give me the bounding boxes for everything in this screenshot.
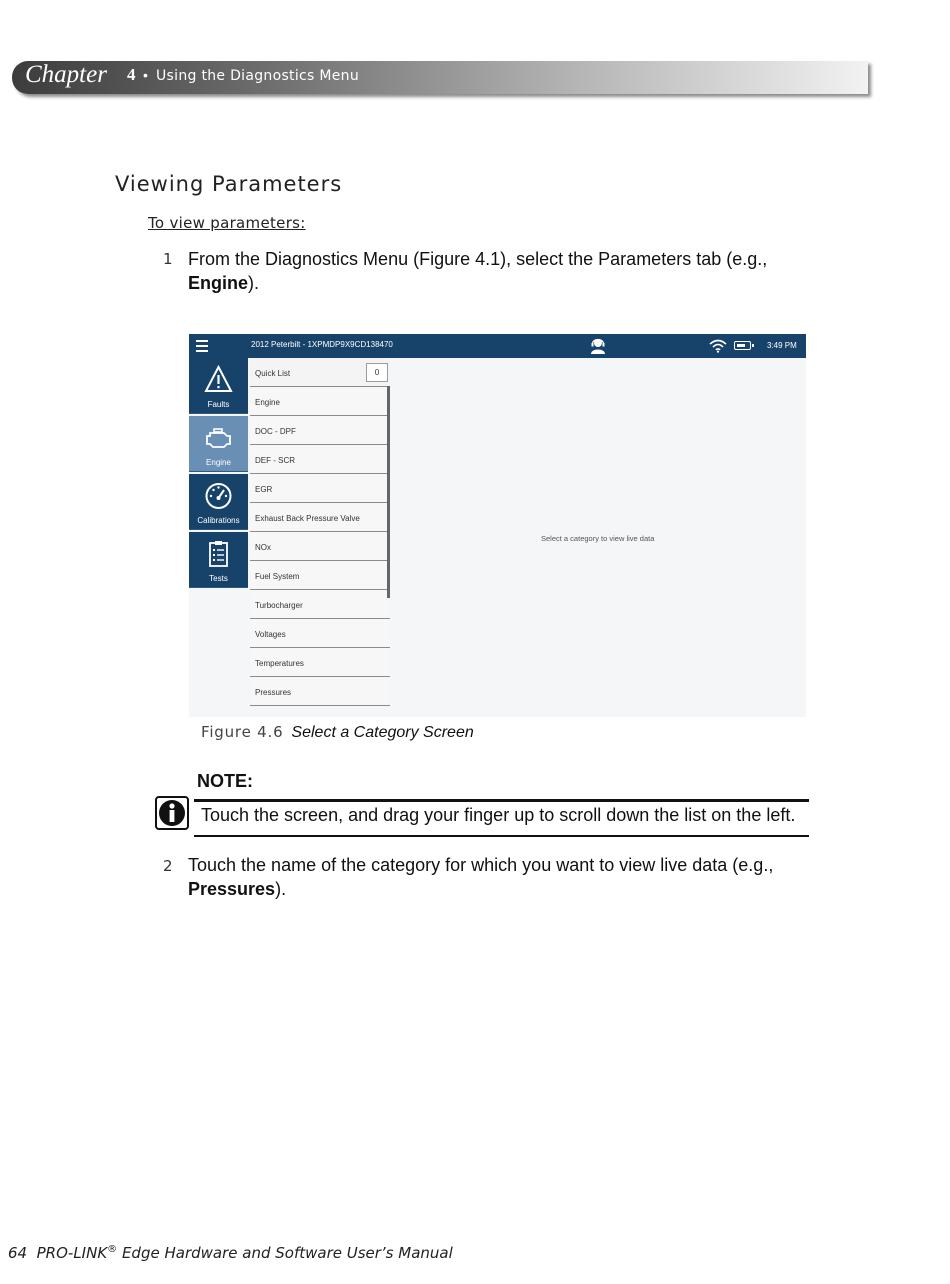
empty-state-message: Select a category to view live data	[541, 534, 655, 543]
clock: 3:49 PM	[767, 341, 797, 350]
tab-engine[interactable]	[189, 416, 248, 472]
warning-triangle-icon	[204, 365, 233, 394]
step-1-text-before: From the Diagnostics Menu (Figure 4.1), select the Parameters tab (e.g.,	[188, 249, 768, 269]
category-label: DEF - SCR	[255, 456, 295, 465]
support-agent-icon[interactable]	[590, 337, 606, 355]
category-quick-list[interactable]	[250, 358, 390, 387]
category-temperatures[interactable]	[250, 648, 390, 677]
figure-label: Figure 4.6	[201, 723, 284, 741]
category-fuel-system[interactable]	[250, 561, 390, 590]
info-icon	[155, 796, 189, 830]
category-label: Pressures	[255, 688, 292, 697]
app-topbar	[189, 334, 806, 358]
tab-tests[interactable]	[189, 532, 248, 588]
wifi-icon	[709, 339, 727, 353]
step-1-text-after: ).	[248, 273, 260, 293]
category-label: EGR	[255, 485, 273, 494]
chapter-number: 4	[127, 65, 136, 84]
product-name: PRO-LINK	[36, 1244, 108, 1262]
step-2-text	[188, 853, 818, 901]
category-doc-dpf[interactable]	[250, 416, 390, 445]
engine-icon	[204, 423, 233, 452]
vehicle-title: 2012 Peterbilt - 1XPMDP9X9CD138470	[251, 340, 393, 349]
tab-faults[interactable]	[189, 358, 248, 414]
clipboard-checklist-icon	[204, 539, 233, 568]
category-engine[interactable]	[250, 387, 390, 416]
menu-icon[interactable]	[196, 340, 208, 352]
category-label: Temperatures	[255, 659, 304, 668]
chapter-separator: •	[143, 67, 148, 83]
note-top-rule	[194, 799, 809, 802]
category-label: Exhaust Back Pressure Valve	[255, 514, 360, 523]
chapter-title: Using the Diagnostics Menu	[156, 68, 359, 84]
gauge-icon	[204, 481, 233, 510]
step-2-text-before: Touch the name of the category for which you want to view live data (e.g.,	[188, 855, 774, 875]
category-label: Quick List	[255, 369, 291, 378]
step-1-text	[188, 247, 818, 295]
figure-caption	[201, 723, 474, 742]
category-voltages[interactable]	[250, 619, 390, 648]
category-label: DOC - DPF	[255, 427, 296, 436]
note-text: Touch the screen, and drag your finger up to scroll down the list on the left.	[201, 805, 796, 825]
category-exhaust-back-pressure-valve[interactable]	[250, 503, 390, 532]
battery-icon	[734, 341, 751, 350]
category-pressures[interactable]	[250, 677, 390, 706]
section-heading: Viewing Parameters	[115, 172, 343, 196]
category-label: Voltages	[255, 630, 286, 639]
category-label: NOx	[255, 543, 271, 552]
step-2-bold: Pressures	[188, 879, 276, 899]
chapter-word: Chapter	[25, 61, 107, 88]
step-2-text-after: ).	[275, 879, 287, 899]
category-egr[interactable]	[250, 474, 390, 503]
tab-calibrations-label: Calibrations	[197, 516, 240, 525]
tab-tests-label: Tests	[209, 574, 228, 583]
procedure-title: To view parameters:	[148, 214, 306, 232]
category-nox[interactable]	[250, 532, 390, 561]
figure-title: Select a Category Screen	[291, 724, 474, 741]
category-def-scr[interactable]	[250, 445, 390, 474]
list-scrollbar[interactable]	[387, 386, 390, 598]
tab-calibrations[interactable]	[189, 474, 248, 530]
category-list	[250, 358, 390, 706]
manual-title: Edge Hardware and Software User’s Manual	[121, 1244, 453, 1262]
step-1-number: 1	[163, 250, 173, 268]
note-bottom-rule	[194, 835, 809, 837]
page-footer	[8, 1244, 453, 1262]
chapter-banner	[12, 61, 868, 94]
step-2-number: 2	[163, 857, 173, 875]
quick-list-count: 0	[366, 363, 388, 382]
step-1-bold: Engine	[188, 273, 249, 293]
category-turbocharger[interactable]	[250, 590, 390, 619]
screenshot-figure	[189, 334, 806, 717]
tab-engine-label: Engine	[206, 458, 231, 467]
tab-faults-label: Faults	[207, 400, 230, 409]
page-number: 64	[8, 1244, 28, 1262]
note-label: NOTE:	[197, 771, 253, 791]
category-label: Fuel System	[255, 572, 300, 581]
category-label: Turbocharger	[255, 601, 303, 610]
registered-mark: ®	[107, 1244, 118, 1255]
category-label: Engine	[255, 398, 280, 407]
